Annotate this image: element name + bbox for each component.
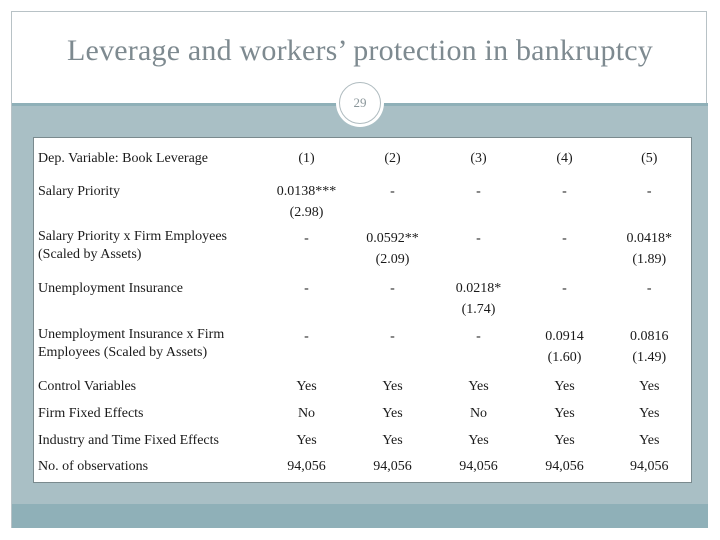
table-header-row <box>34 138 692 174</box>
table-cell: Yes <box>639 379 660 395</box>
row-label: Unemployment Insurance <box>38 281 184 297</box>
row-label: Salary Priority <box>38 184 121 200</box>
table-row <box>34 430 692 456</box>
table-cell: - <box>562 230 567 246</box>
table-row <box>34 278 692 323</box>
header-col-1: (1) <box>298 151 315 166</box>
table-row <box>34 456 692 483</box>
table-cell: Yes <box>554 432 575 448</box>
regression-table <box>33 137 692 483</box>
table-cell: Yes <box>554 406 575 422</box>
table-cell: 94,056 <box>287 458 326 474</box>
header-col-5: (5) <box>641 151 658 166</box>
header-col-2: (2) <box>384 151 401 166</box>
table-cell: Yes <box>639 406 660 422</box>
table-cell: 0.0914 (1.60) <box>545 328 584 365</box>
table-cell: Yes <box>554 379 575 395</box>
table-cell: 0.0418* (1.89) <box>626 230 672 267</box>
row-label: Industry and Time Fixed Effects <box>38 432 219 448</box>
table-cell: - <box>646 281 652 297</box>
table-cell: Yes <box>296 379 317 395</box>
table-cell: 0.0218* (1.74) <box>455 281 502 318</box>
table-cell: 94,056 <box>459 458 498 474</box>
page-number-badge: 29 <box>339 82 381 124</box>
table-cell: Yes <box>639 432 660 448</box>
table-cell: 0.0138*** (2.98) <box>276 184 337 221</box>
table-cell: No <box>297 406 316 422</box>
table-cell: - <box>562 281 567 297</box>
table-cell: Yes <box>382 432 403 448</box>
row-label: Unemployment Insurance x Firm Employees (Scaled by Assets) <box>38 326 225 360</box>
table-cell: - <box>562 184 567 200</box>
table-cell: Yes <box>468 379 489 395</box>
bottom-accent-bar <box>12 504 708 528</box>
table-cell: - <box>304 230 309 246</box>
header-col-4: (4) <box>556 151 573 166</box>
table-row <box>34 324 692 376</box>
table-cell: - <box>390 184 395 200</box>
row-label: Salary Priority x Firm Employees (Scaled by Assets) <box>38 228 227 262</box>
table-cell: Yes <box>296 432 317 448</box>
table-cell: - <box>476 328 481 344</box>
table-row <box>34 403 692 429</box>
table-cell: - <box>304 281 309 297</box>
table-cell: Yes <box>468 432 489 448</box>
row-label: Firm Fixed Effects <box>38 406 144 422</box>
header-label: Dep. Variable: Book Leverage <box>38 151 209 166</box>
table-cell: 0.0816 (1.49) <box>630 328 669 365</box>
table-cell: Yes <box>382 406 403 422</box>
slide-title: Leverage and workers’ protection in bankruptcy <box>67 34 653 67</box>
table-cell: - <box>476 184 481 200</box>
table-cell: - <box>390 281 395 297</box>
table-cell: 0.0592** (2.09) <box>366 230 419 267</box>
row-label: Control Variables <box>38 379 137 395</box>
row-label: No. of observations <box>38 458 149 474</box>
table-row <box>34 376 692 403</box>
table-cell: 94,056 <box>545 458 584 474</box>
table-cell: - <box>646 184 652 200</box>
table-row <box>34 173 692 225</box>
table-row <box>34 226 692 278</box>
table-cell: No <box>469 406 488 422</box>
table-cell: - <box>390 328 395 344</box>
table-cell: - <box>476 230 481 246</box>
table-cell: 94,056 <box>373 458 412 474</box>
table-cell: 94,056 <box>630 458 669 474</box>
table-cell: - <box>304 328 309 344</box>
header-col-3: (3) <box>470 151 487 166</box>
table-cell: Yes <box>382 379 403 395</box>
